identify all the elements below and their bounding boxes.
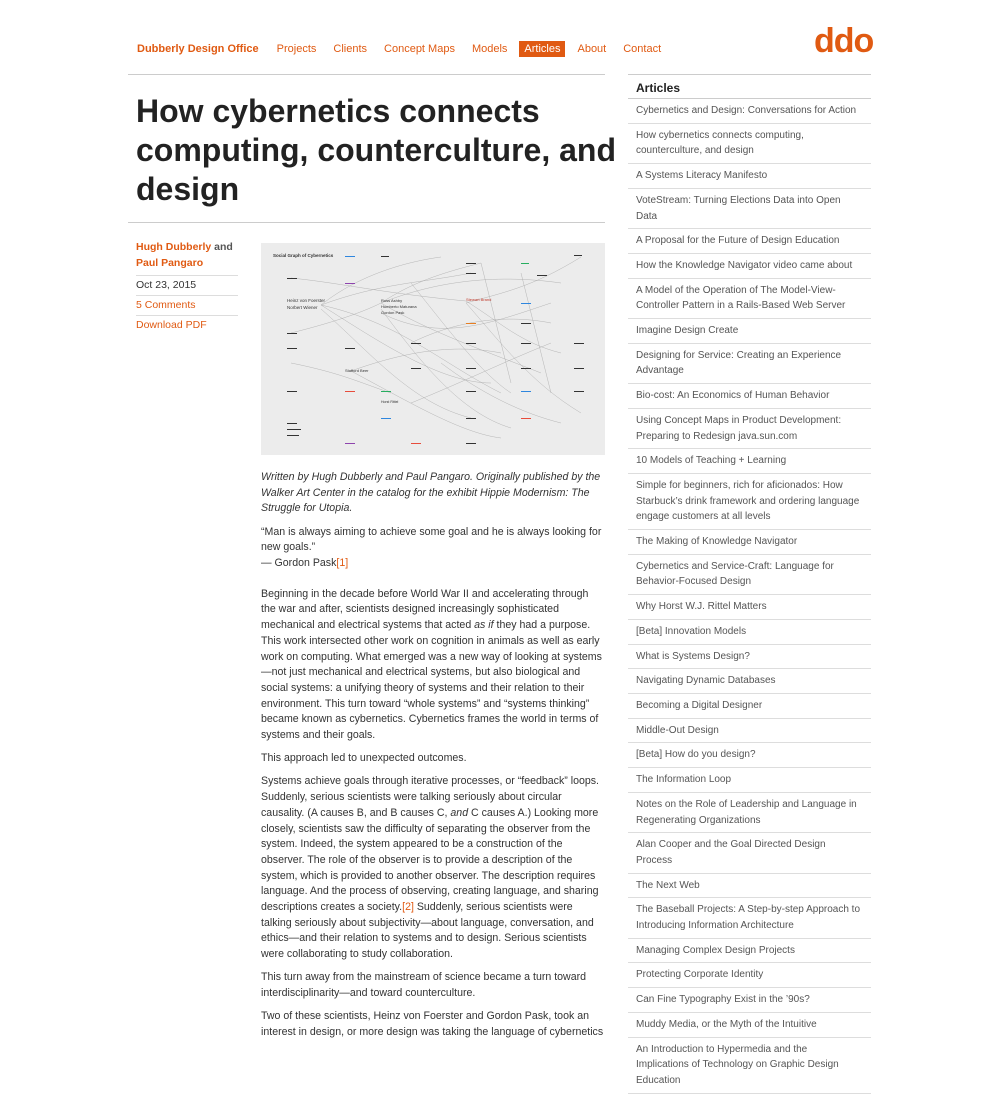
- footnote-2-link[interactable]: [2]: [402, 901, 414, 914]
- nav-about[interactable]: About: [577, 43, 607, 55]
- nav-clients[interactable]: Clients: [333, 43, 368, 55]
- sidebar-article-link[interactable]: A Systems Literacy Manifesto: [628, 164, 871, 189]
- sidebar-article-link[interactable]: Cybernetics and Service-Craft: Language for Behavior-Focused Design: [628, 555, 871, 595]
- sidebar-article-link[interactable]: Becoming a Digital Designer: [628, 694, 871, 719]
- opening-quote: [261, 525, 606, 572]
- sidebar-article-link[interactable]: How cybernetics connects computing, counterculture, and design: [628, 124, 871, 164]
- sidebar-heading: Articles: [628, 74, 871, 99]
- graph-label-stafford-beer: Stafford Beer: [345, 368, 369, 373]
- paragraph-4: This turn away from the mainstream of science became a turn toward interdisciplinarity—and toward counterculture.: [261, 971, 587, 1000]
- sidebar-article-link[interactable]: The Next Web: [628, 874, 871, 899]
- authors-and: and: [211, 241, 233, 253]
- publish-date: Oct 23, 2015: [136, 276, 238, 296]
- sidebar-article-link[interactable]: Notes on the Role of Leadership and Language in Regenerating Organizations: [628, 793, 871, 833]
- nav-concept-maps[interactable]: Concept Maps: [384, 43, 455, 55]
- ddo-logo[interactable]: ddo: [814, 22, 874, 60]
- sidebar-article-link[interactable]: Imagine Design Create: [628, 319, 871, 344]
- articles-sidebar: [628, 74, 871, 1094]
- article-intro: Written by Hugh Dubberly and Paul Pangaro. Originally published by the Walker Art Center in the catalog for the exhibit Hippie Modernism: The Struggle for Utopia.: [261, 471, 601, 515]
- brand-link[interactable]: Dubberly Design Office: [137, 43, 259, 55]
- sidebar-article-link[interactable]: An Introduction to Hypermedia and the Implications of Technology on Graphic Design Education: [628, 1038, 871, 1094]
- graph-labels: [287, 297, 491, 404]
- nav-articles[interactable]: Articles: [519, 41, 565, 57]
- comments-link[interactable]: 5 Comments: [136, 299, 196, 311]
- sidebar-article-link[interactable]: Middle-Out Design: [628, 719, 871, 744]
- article-body: [261, 470, 606, 1048]
- sidebar-article-link[interactable]: Muddy Media, or the Myth of the Intuitive: [628, 1013, 871, 1038]
- author-link-hugh-dubberly[interactable]: Hugh Dubberly: [136, 241, 212, 253]
- sidebar-article-link[interactable]: The Information Loop: [628, 768, 871, 793]
- sidebar-article-link[interactable]: What is Systems Design?: [628, 645, 871, 670]
- social-graph-figure[interactable]: [261, 243, 605, 455]
- header-divider: [128, 74, 605, 75]
- sidebar-article-link[interactable]: The Making of Knowledge Navigator: [628, 530, 871, 555]
- figure-title: Social Graph of Cybernetics: [273, 253, 334, 258]
- graph-label-heinz-von-foerster: Heinz von Foerster: [287, 298, 326, 303]
- paragraph-1: Beginning in the decade before World War II and accelerating through the war and after, scientists designed increasingly sophisticated mechanical and electrical systems that acted as if they had a purpose. This work intersected other work on cognition in animals as well as early work on computing. What emerged was a new way of looking at systems—not just mechanical and electrical systems, but also biological and social systems: a unifying theory of systems and their relation to their environment. This turn toward “whole systems” and “systems thinking” became known as cybernetics. Cybernetics frames the world in terms of systems and their goals.: [261, 587, 602, 742]
- article-meta: [136, 240, 238, 335]
- page-title: How cybernetics connects computing, counterculture, and design: [136, 93, 617, 207]
- sidebar-article-link[interactable]: A Proposal for the Future of Design Education: [628, 229, 871, 254]
- sidebar-article-link[interactable]: Simple for beginners, rich for aficionados: How Starbuck’s drink framework and ordering language engage customers at all levels: [628, 474, 871, 530]
- author-link-paul-pangaro[interactable]: Paul Pangaro: [136, 256, 204, 269]
- sidebar-article-link[interactable]: [Beta] How do you design?: [628, 743, 871, 768]
- authors: [136, 240, 238, 276]
- quote-attribution: — Gordon Pask: [261, 557, 337, 570]
- nav-projects[interactable]: Projects: [276, 43, 317, 55]
- graph-label-stewart-brand: Stewart Brand: [466, 297, 492, 302]
- sidebar-article-link[interactable]: Protecting Corporate Identity: [628, 963, 871, 988]
- graph-links: [291, 257, 581, 438]
- sidebar-article-link[interactable]: A Model of the Operation of The Model-View-Controller Pattern in a Rails-Based Web Server: [628, 279, 871, 319]
- paragraph-3: Systems achieve goals through iterative processes, or “feedback” loops. Suddenly, serious scientists were talking seriously about circular causality. (A causes B, and B causes C, and C causes A.) Looking more closely, scientists saw the difficulty of separating the observer from the system. Indeed, the system appeared to be a construction of the observer. The role of the observer is to provide a description of the system, which is provided to another observer. The description requires language. And the process of observing, creating language, and sharing descriptions creates a society.[2] Suddenly, serious scientists were talking seriously about subjectivity—about language, conversation, and ethics—and their relation to systems and to design. Serious scientists were collaborating to study collaboration.: [261, 775, 599, 961]
- footnote-1-link[interactable]: [1]: [336, 557, 349, 570]
- nav-models[interactable]: Models: [471, 43, 508, 55]
- sidebar-article-link[interactable]: Alan Cooper and the Goal Directed Design Process: [628, 833, 871, 873]
- quote-text: “Man is always aiming to achieve some goal and he is always looking for new goals.”: [261, 525, 602, 554]
- sidebar-article-link[interactable]: Designing for Service: Creating an Experience Advantage: [628, 344, 871, 384]
- sidebar-article-list: [628, 99, 871, 1094]
- nav-contact[interactable]: Contact: [623, 43, 662, 55]
- graph-label-horst-rittel: Horst Rittel: [381, 400, 399, 404]
- graph-label-norbert-wiener: Norbert Wiener: [287, 305, 318, 310]
- sidebar-article-link[interactable]: 10 Models of Teaching + Learning: [628, 449, 871, 474]
- graph-label-gordon-pask: Gordon Pask: [381, 310, 405, 315]
- download-pdf-link[interactable]: Download PDF: [136, 319, 207, 331]
- sidebar-article-link[interactable]: Managing Complex Design Projects: [628, 939, 871, 964]
- sidebar-article-link[interactable]: Navigating Dynamic Databases: [628, 669, 871, 694]
- social-graph-diagram: [261, 243, 605, 455]
- sidebar-article-link[interactable]: Bio-cost: An Economics of Human Behavior: [628, 384, 871, 409]
- sidebar-article-link[interactable]: The Baseball Projects: A Step-by-step Approach to Introducing Information Architecture: [628, 898, 871, 938]
- sidebar-article-link[interactable]: Can Fine Typography Exist in the ’90s?: [628, 988, 871, 1013]
- graph-label-ross-ashby: Ross Ashby: [381, 298, 403, 303]
- title-divider: [128, 222, 605, 223]
- paragraph-2: This approach led to unexpected outcomes.: [261, 752, 467, 765]
- sidebar-article-link[interactable]: Using Concept Maps in Product Development: Preparing to Redesign java.sun.com: [628, 409, 871, 449]
- sidebar-article-link[interactable]: [Beta] Innovation Models: [628, 620, 871, 645]
- sidebar-article-link[interactable]: How the Knowledge Navigator video came about: [628, 254, 871, 279]
- top-nav: [137, 40, 678, 58]
- sidebar-article-link[interactable]: VoteStream: Turning Elections Data into Open Data: [628, 189, 871, 229]
- paragraph-5: Two of these scientists, Heinz von Foerster and Gordon Pask, took an interest in design, or more design was taking the language of cybernetics: [261, 1010, 604, 1038]
- sidebar-article-link[interactable]: Cybernetics and Design: Conversations for Action: [628, 99, 871, 124]
- sidebar-article-link[interactable]: Why Horst W.J. Rittel Matters: [628, 595, 871, 620]
- graph-label-humberto-maturana: Humberto Maturana: [381, 304, 417, 309]
